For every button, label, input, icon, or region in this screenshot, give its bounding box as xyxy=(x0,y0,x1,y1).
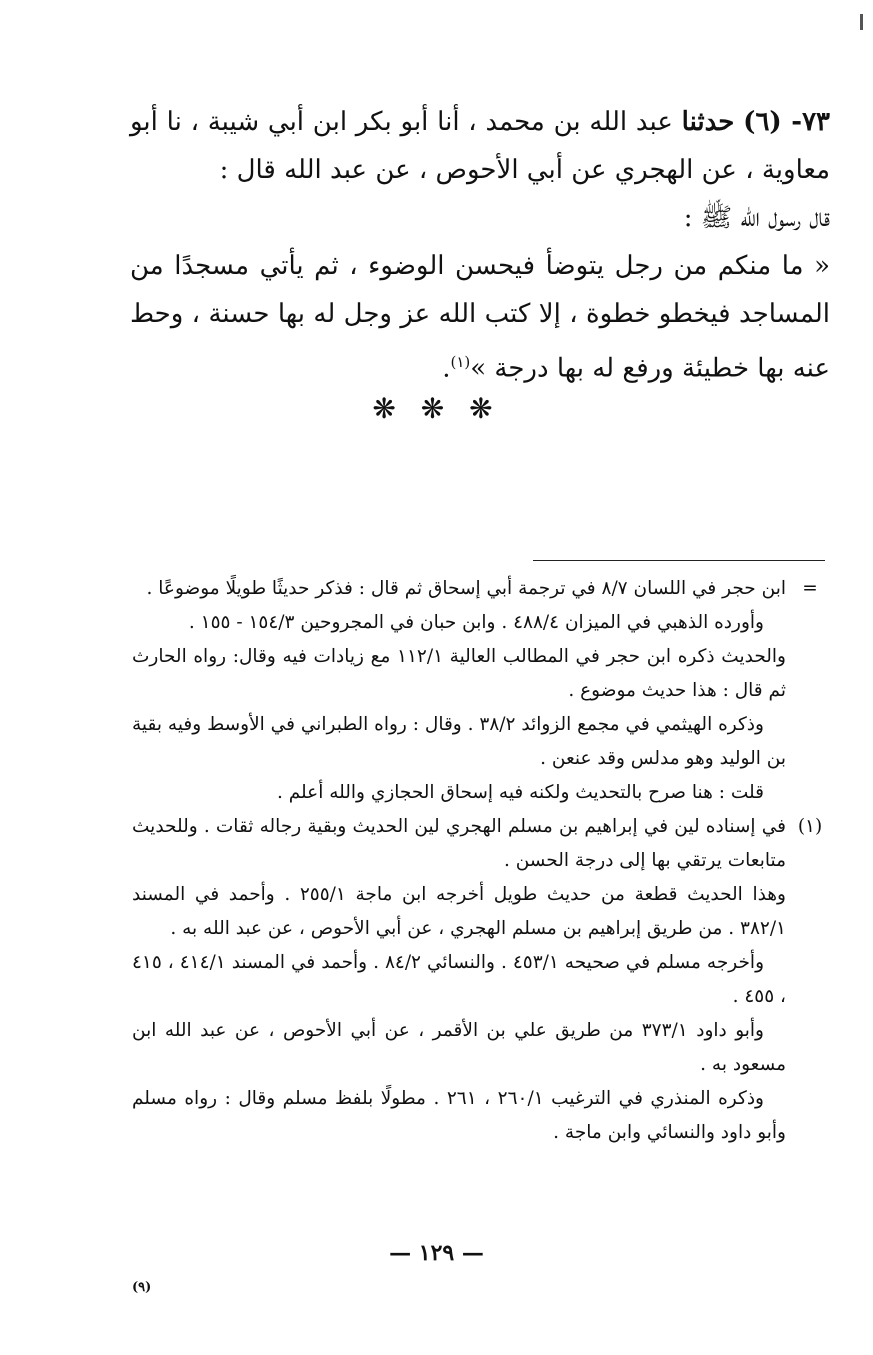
footnote-paragraph xyxy=(132,776,822,810)
matn-end: . xyxy=(442,353,451,384)
footnote-text: وهذا الحديث قطعة من حديث طويل أخرجه ابن ماجة ٢٥٥/١ . وأحمد في المسند ٣٨٢/١ . من طريق إبراهيم بن مسلم الهجري ، عن أبي الأحوص ، عن عبد الله به . xyxy=(132,884,786,939)
footnote-text: وذكره الهيثمي في مجمع الزوائد ٣٨/٢ . وقال : رواه الطبراني في الأوسط وفيه بقية بن الوليد وهو مدلس وقد عنعن . xyxy=(132,714,786,769)
footnote-paragraph xyxy=(132,640,822,708)
footnotes xyxy=(132,572,822,1150)
footnote-text: والحديث ذكره ابن حجر في المطالب العالية ١١٢/١ مع زيادات فيه وقال: رواه الحارث ثم قال : هذا حديث موضوع . xyxy=(132,646,786,701)
page-number: — ١٢٩ — xyxy=(389,1240,484,1266)
footnote-paragraph xyxy=(132,1082,822,1150)
hadith-text xyxy=(130,98,830,393)
footnote-reference: (١) xyxy=(450,353,471,371)
isnad-text: عبد الله بن محمد ، أنا أبو بكر ابن أبي شيبة ، نا أبو معاوية ، عن الهجري عن أبي الأحوص ، عن عبد الله قال : xyxy=(130,107,830,185)
footnote-paragraph xyxy=(132,878,822,946)
prophet-said-line: قال رسول الله ﷺ : xyxy=(683,203,830,233)
footnote-text: وذكره المنذري في الترغيب ٢٦٠/١ ، ٢٦١ . مطولًا بلفظ مسلم وقال : رواه مسلم وأبو داود والنسائي وابن ماجة . xyxy=(132,1088,786,1143)
footnote-paragraph xyxy=(132,1014,822,1082)
footnote-paragraph xyxy=(132,810,822,878)
footnote-text: قلت : هنا صرح بالتحديث ولكنه فيه إسحاق الحجازي والله أعلم . xyxy=(276,782,764,803)
footnote-marker: = xyxy=(802,578,818,599)
footnote-rule xyxy=(533,560,825,561)
hadith-number: ٧٣- (٦) xyxy=(743,107,831,137)
haddathana-word: حدثنا xyxy=(681,107,735,137)
footnote-paragraph xyxy=(132,708,822,776)
footnote-marker: (١) xyxy=(797,816,823,837)
footnote-text: وأخرجه مسلم في صحيحه ٤٥٣/١ . والنسائي ٨٤/٢ . وأحمد في المسند ٤١٤/١ ، ٤١٥ ، ٤٥٥ . xyxy=(132,952,786,1007)
footnote-text: في إسناده لين في إبراهيم بن مسلم الهجري لين الحديث وبقية رجاله ثقات . وللحديث متابعات يرتقي بها إلى درجة الحسن . xyxy=(132,816,786,871)
footnote-paragraph xyxy=(132,606,822,640)
section-separator: ❋ ❋ ❋ xyxy=(372,392,501,425)
signature-mark: (٩) xyxy=(132,1280,152,1295)
footnote-text: ابن حجر في اللسان ٨/٧ في ترجمة أبي إسحاق ثم قال : فذكر حديثًا طويلًا موضوعًا . xyxy=(146,578,786,599)
matn-text: « ما منكم من رجل يتوضأ فيحسن الوضوء ، ثم يأتي مسجدًا من المساجد فيخطو خطوة ، إلا كتب الله عز وجل له بها حسنة ، وحط عنه بها خطيئة ورفع له بها درجة » xyxy=(130,251,830,384)
footnote-text: وأبو داود ٣٧٣/١ من طريق علي بن الأقمر ، عن أبي الأحوص ، عن عبد الله ابن مسعود به . xyxy=(132,1020,786,1075)
footnote-paragraph xyxy=(132,946,822,1014)
matn-paragraph xyxy=(130,242,830,393)
footnote-paragraph xyxy=(132,572,822,606)
footnote-text: وأورده الذهبي في الميزان ٤٨٨/٤ . وابن حبان في المجروحين ١٥٤/٣ - ١٥٥ . xyxy=(188,612,764,633)
isnad-paragraph xyxy=(130,98,830,194)
page-edge-mark xyxy=(860,14,863,30)
